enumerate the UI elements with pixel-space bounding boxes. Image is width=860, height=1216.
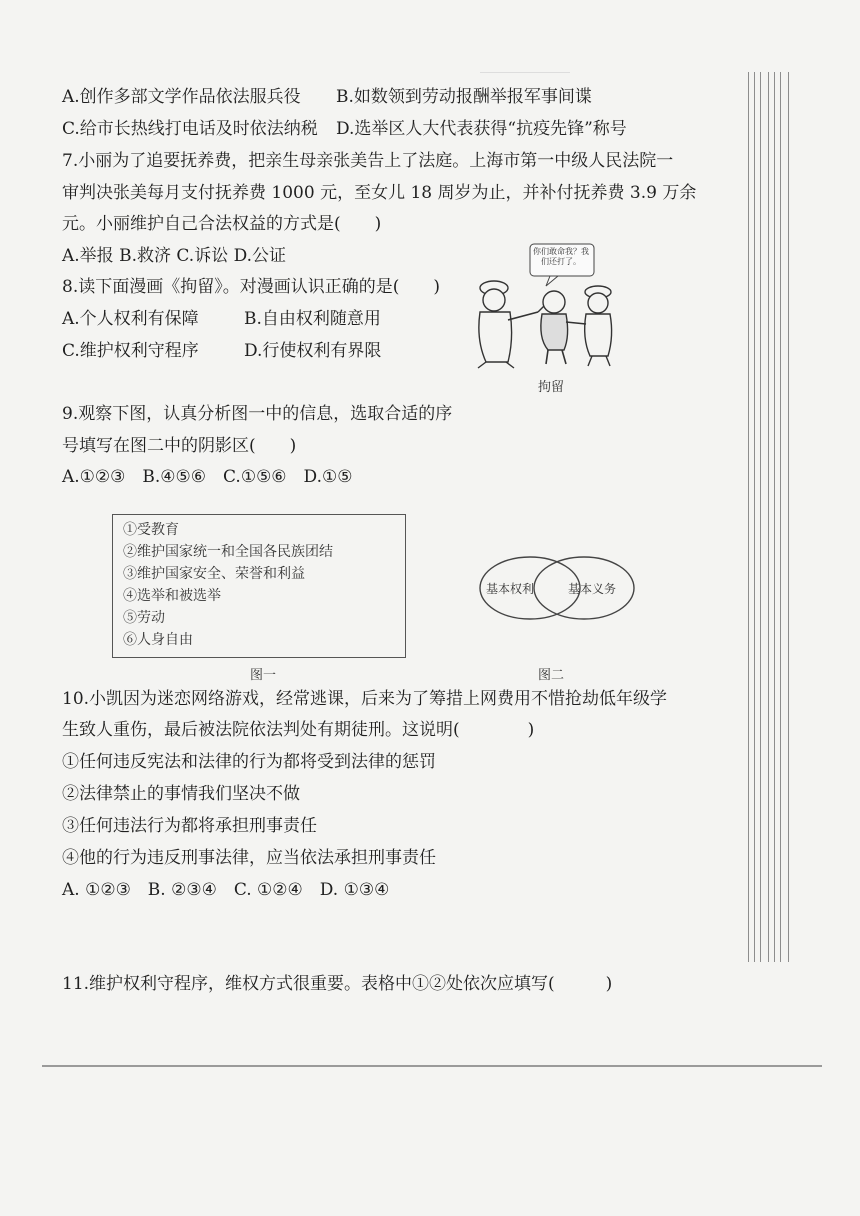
q6-option-d: D.选举区人大代表获得“抗疫先锋”称号 bbox=[336, 119, 627, 139]
q6-option-a: A.创作多部文学作品依法服兵役 bbox=[62, 87, 301, 107]
q7-stem-line3: 元。小丽维护自己合法权益的方式是( ) bbox=[62, 214, 382, 234]
q10-stem-line1: 10.小凯因为迷恋网络游戏，经常逃课，后来为了筹措上网费用不惜抢劫低年级学 bbox=[62, 689, 668, 709]
q8-option-c: C.维护权利守程序 bbox=[62, 341, 199, 361]
q9-stem-line1: 9.观察下图，认真分析图一中的信息，选取合适的序 bbox=[62, 404, 453, 424]
figure1-item: ⑥人身自由 bbox=[123, 632, 193, 648]
figure1-box bbox=[112, 514, 406, 658]
cartoon-speech-bubble: 你们敢命我？我们还打了。 bbox=[533, 247, 589, 266]
q10-statement-3: ③任何违法行为都将承担刑事责任 bbox=[62, 816, 317, 836]
q9-stem-line2: 号填写在图二中的阴影区( ) bbox=[62, 436, 297, 456]
binding-margin bbox=[748, 72, 794, 962]
q10-statement-4: ④他的行为违反刑事法律，应当依法承担刑事责任 bbox=[62, 848, 436, 868]
q10-statement-1: ①任何违反宪法和法律的行为都将受到法律的惩罚 bbox=[62, 752, 436, 772]
q7-stem-line2: 审判决张美每月支付抚养费 1000 元，至女儿 18 周岁为止，并补付抚养费 3.9 万余 bbox=[62, 183, 697, 203]
figure1-caption: 图一 bbox=[250, 668, 277, 683]
q6-option-b: B.如数领到劳动报酬举报军事间谍 bbox=[336, 87, 592, 107]
q8-option-a: A.个人权利有保障 bbox=[62, 309, 199, 329]
q7-options: A.举报 B.救济 C.诉讼 D.公证 bbox=[62, 246, 287, 266]
figure1-item: ③维护国家安全、荣誉和利益 bbox=[123, 566, 305, 582]
scan-noise bbox=[480, 72, 570, 73]
q10-stem-line2: 生致人重伤，最后被法院依法判处有期徒刑。这说明( ) bbox=[62, 720, 535, 740]
q11-stem: 11.维护权利守程序，维权方式很重要。表格中①②处依次应填写( ) bbox=[62, 974, 613, 994]
q8-stem: 8.读下面漫画《拘留》。对漫画认识正确的是( ) bbox=[62, 277, 440, 297]
q6-option-c: C.给市长热线打电话及时依法纳税 bbox=[62, 119, 318, 139]
figure1-item: ②维护国家统一和全国各民族团结 bbox=[123, 544, 333, 560]
figure1-item: ④选举和被选举 bbox=[123, 588, 221, 604]
q8-option-b: B.自由权利随意用 bbox=[244, 309, 381, 329]
q10-statement-2: ②法律禁止的事情我们坚决不做 bbox=[62, 784, 300, 804]
q7-stem-line1: 7.小丽为了追要抚养费，把亲生母亲张美告上了法庭。上海市第一中级人民法院一 bbox=[62, 151, 674, 171]
page-bottom-rule bbox=[42, 1065, 822, 1067]
venn-label-rights: 基本权利 bbox=[486, 582, 535, 596]
venn-label-duties: 基本义务 bbox=[568, 582, 617, 596]
q8-option-d: D.行使权利有界限 bbox=[244, 341, 382, 361]
figure1-item: ①受教育 bbox=[123, 522, 179, 538]
cartoon-caption: 拘留 bbox=[538, 380, 565, 395]
q10-options: A. ①②③ B. ②③④ C. ①②④ D. ①③④ bbox=[62, 880, 390, 900]
q9-options: A.①②③ B.④⑤⑥ C.①⑤⑥ D.①⑤ bbox=[62, 467, 353, 487]
figure1-item: ⑤劳动 bbox=[123, 610, 165, 626]
figure2-caption: 图二 bbox=[538, 668, 565, 683]
